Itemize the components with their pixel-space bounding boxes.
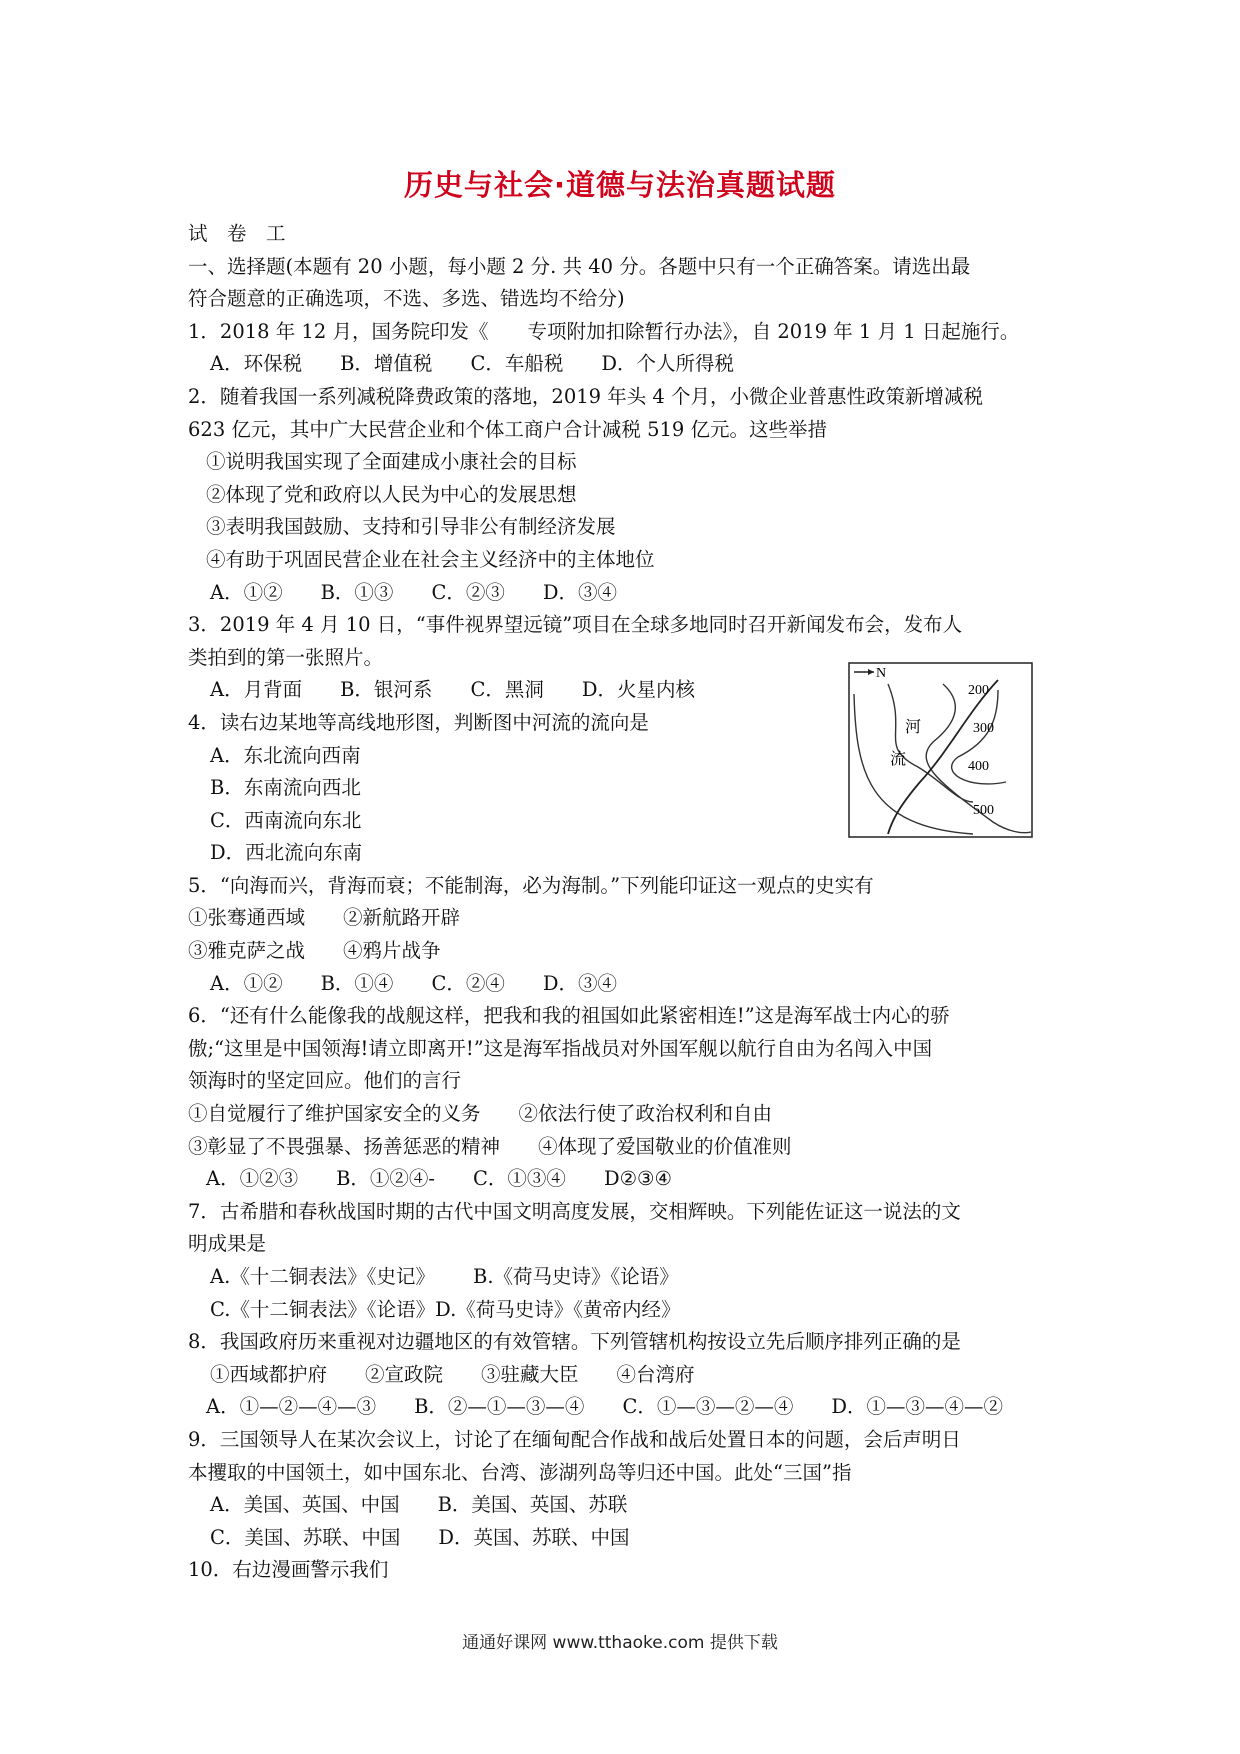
text-segment: ③驻藏大臣 [481, 1362, 579, 1386]
text-segment: C．①—③—②—④ [622, 1395, 794, 1419]
text-line [188, 1359, 1068, 1392]
text-line [188, 935, 1068, 968]
text-segment: 一、选择题(本题有 20 小题，每小题 2 分. 共 40 分。各题中只有一个正确答案。请选出最 [188, 254, 971, 278]
text-segment: A．①② [210, 580, 283, 604]
text-segment: C．黑洞 [470, 678, 544, 702]
contour-label-500: 500 [973, 803, 994, 818]
text-segment: B．②—①—③—④ [414, 1395, 585, 1419]
text-segment: ②新航路开辟 [343, 906, 461, 930]
text-line [188, 1326, 1068, 1359]
text-segment: 傲;“这里是中国领海!请立即离开!”这是海军指战员对外国军舰以航行自由为名闯入中国 [188, 1036, 933, 1060]
text-segment: B.《荷马史诗》《论语》 [473, 1265, 679, 1288]
text-segment: D．③④ [542, 580, 617, 604]
text-segment: B．①④ [320, 971, 394, 995]
text-line [188, 577, 1068, 610]
text-line [188, 1391, 1068, 1424]
text-line [188, 283, 1068, 316]
text-segment: ③雅克萨之战 [188, 939, 306, 963]
text-segment: 符合题意的正确选项，不选、多选、错选均不给分) [188, 287, 625, 311]
text-line [188, 1131, 1068, 1164]
text-segment: B．美国、英国、苏联 [437, 1493, 628, 1517]
contour-map-figure [848, 662, 1033, 838]
text-segment: D．西北流向东南 [210, 841, 363, 865]
text-segment: A．东北流向西南 [210, 743, 361, 767]
text-segment: 6．“还有什么能像我的战舰这样，把我和我的祖国如此紧密相连!”这是海军战士内心的骄 [188, 1004, 950, 1028]
text-segment: C．美国、苏联、中国 [210, 1525, 401, 1549]
text-segment: 类拍到的第一张照片。 [188, 645, 384, 669]
text-line [188, 1457, 1068, 1490]
text-line [188, 446, 1068, 479]
page-footer: 通通好课网 www.tthaoke.com 提供下载 [462, 1633, 778, 1653]
text-segment: B．增值税 [340, 352, 433, 376]
text-segment: C．①③④ [473, 1167, 566, 1191]
text-line [188, 479, 1068, 512]
text-line [188, 1261, 1068, 1294]
text-line [188, 348, 1068, 381]
text-segment: ④台湾府 [616, 1362, 695, 1386]
text-segment: 9．三国领导人在某次会议上，讨论了在缅甸配合作战和战后处置日本的问题，会后声明日 [188, 1427, 961, 1451]
text-segment: B．银河系 [340, 678, 433, 702]
map-frame [849, 663, 1032, 837]
text-segment: C.《十二铜表法》《论语》D.《荷马史诗》《黄帝内经》 [210, 1297, 681, 1321]
text-line [188, 1294, 1068, 1327]
text-segment: A．①—②—④—③ [206, 1395, 377, 1419]
text-line [188, 837, 1068, 870]
text-line [188, 544, 1068, 577]
text-segment: B．①③ [320, 580, 394, 604]
text-line [188, 609, 1068, 642]
text-line [188, 870, 1068, 903]
text-segment: A．月背面 [210, 678, 303, 702]
text-segment: 4．读右边某地等高线地形图，判断图中河流的流向是 [188, 710, 649, 734]
text-segment: ④体现了爱国敬业的价值准则 [538, 1134, 792, 1158]
text-line [188, 1098, 1068, 1131]
text-segment: C．西南流向东北 [210, 808, 362, 832]
text-line [188, 1489, 1068, 1522]
text-segment: ②宣政院 [365, 1362, 444, 1386]
text-segment: A.《十二铜表法》《史记》 [210, 1265, 436, 1288]
text-segment: 1．2018 年 12 月，国务院印发《 专项附加扣除暂行办法》，自 2019 年 1 月 1 日起施行。 [188, 319, 1020, 343]
contour-label-400: 400 [968, 759, 989, 774]
text-segment: 明成果是 [188, 1232, 267, 1256]
text-segment: A．①②③ [206, 1167, 299, 1191]
text-segment: ①说明我国实现了全面建成小康社会的目标 [206, 450, 577, 474]
text-segment: 10．右边漫画警示我们 [188, 1558, 389, 1582]
text-line [188, 381, 1068, 414]
river-label-1: 河 [905, 717, 922, 736]
text-line [188, 1033, 1068, 1066]
text-segment: 领海时的坚定回应。他们的言行 [188, 1069, 462, 1093]
text-line [188, 251, 1068, 284]
text-segment: C．车船税 [470, 352, 564, 376]
text-segment: C．②③ [431, 580, 505, 604]
text-segment: ④鸦片战争 [343, 939, 441, 963]
page-title: 历史与社会·道德与法治真题试题 [403, 168, 837, 202]
text-line [188, 1554, 1068, 1587]
text-segment: ①自觉履行了维护国家安全的义务 [188, 1102, 481, 1126]
text-segment: ④有助于巩固民营企业在社会主义经济中的主体地位 [206, 547, 655, 571]
text-segment: D②③④ [603, 1167, 673, 1191]
text-segment: 3．2019 年 4 月 10 日，“事件视界望远镜”项目在全球多地同时召开新闻发布会，发布人 [188, 613, 963, 637]
text-line [188, 1065, 1068, 1098]
text-line [188, 968, 1068, 1001]
text-line [188, 1196, 1068, 1229]
text-segment: ③彰显了不畏强暴、扬善惩恶的精神 [188, 1134, 501, 1158]
text-line [188, 1522, 1068, 1555]
text-segment: ①张骞通西域 [188, 906, 306, 930]
text-line [188, 1424, 1068, 1457]
text-line [188, 1163, 1068, 1196]
text-line [188, 1228, 1068, 1261]
text-segment: D．③④ [542, 971, 617, 995]
text-segment: ③表明我国鼓励、支持和引导非公有制经济发展 [206, 515, 616, 539]
text-line [188, 1000, 1068, 1033]
contour-label-300: 300 [973, 721, 994, 736]
text-segment: D．个人所得税 [601, 352, 734, 376]
contour-label-200: 200 [968, 683, 989, 698]
text-line [188, 902, 1068, 935]
text-segment: B．东南流向西北 [210, 776, 361, 800]
text-line [188, 414, 1068, 447]
question-body [188, 218, 1068, 1587]
text-segment: 本攫取的中国领土，如中国东北、台湾、澎湖列岛等归还中国。此处“三国”指 [188, 1460, 852, 1484]
text-segment: 7．古希腊和春秋战国时期的古代中国文明高度发展，交相辉映。下列能佐证这一说法的文 [188, 1199, 961, 1223]
text-segment: A．美国、英国、中国 [210, 1493, 400, 1517]
text-segment: A．环保税 [210, 352, 303, 376]
text-segment: D．①—③—④—② [831, 1395, 1003, 1419]
river-label-2: 流 [890, 749, 907, 768]
text-segment: 8．我国政府历来重视对边疆地区的有效管辖。下列管辖机构按设立先后顺序排列正确的是 [188, 1330, 961, 1354]
text-segment: D．火星内核 [581, 678, 695, 702]
text-segment: ①西域都护府 [210, 1362, 328, 1386]
north-label: N [876, 666, 887, 681]
text-segment: D．英国、苏联、中国 [438, 1525, 630, 1549]
text-line [188, 316, 1068, 349]
text-line [188, 218, 1068, 251]
text-segment: B．①②④- [336, 1167, 436, 1191]
text-segment: 2．随着我国一系列减税降费政策的落地，2019 年头 4 个月，小微企业普惠性政策新增减税 [188, 384, 984, 408]
text-segment: 试 卷 工 [188, 222, 286, 245]
text-segment: 5．“向海而兴，背海而衰；不能制海，必为海制。”下列能印证这一观点的史实有 [188, 873, 874, 897]
text-segment: A．①② [210, 971, 283, 995]
text-segment: 623 亿元，其中广大民营企业和个体工商户合计减税 519 亿元。这些举措 [188, 417, 828, 441]
text-segment: C．②④ [431, 971, 505, 995]
text-line [188, 511, 1068, 544]
text-segment: ②体现了党和政府以人民为中心的发展思想 [206, 482, 577, 506]
text-segment: ②依法行使了政治权利和自由 [518, 1102, 773, 1126]
